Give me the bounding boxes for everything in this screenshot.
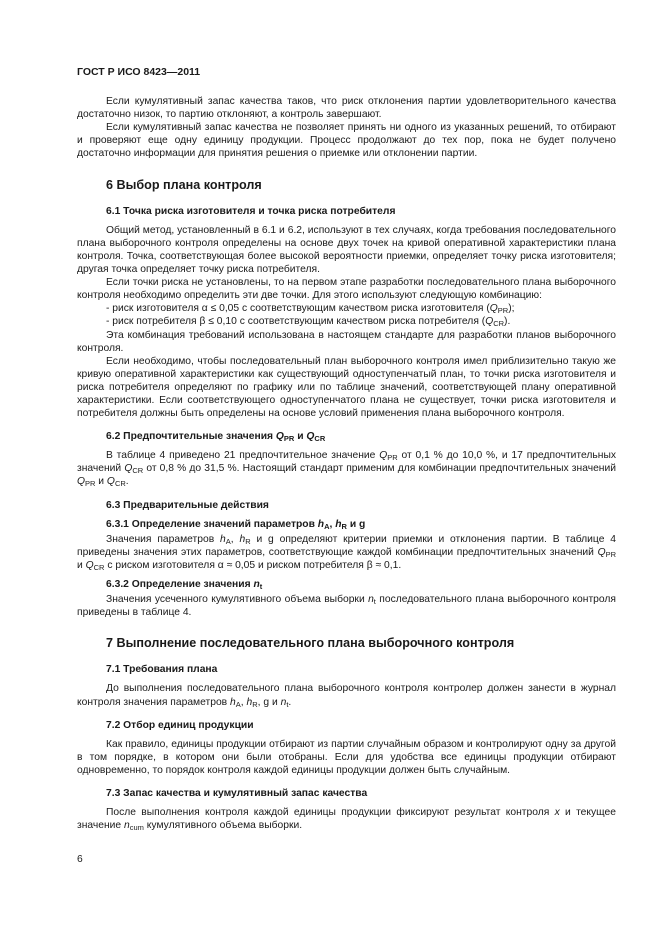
section-heading: 7 Выполнение последовательного плана выборочного контроля [106,636,515,651]
document-header: ГОСТ Р ИСО 8423—2011 [77,66,201,78]
subsection-heading: 7.1 Требования плана [106,664,218,676]
subsection-heading: 6.2 Предпочтительные значения $Q_{PR}$ и $Q_{CR}$ [106,431,326,444]
page-body [77,66,616,832]
paragraph: Значения параметров $h_A$, $h_R$ и g определяют критерии приемки и отклонения партии. В таблице 4 приведены значения этих параметров, соответствующие каждой комбинации предпочтительных значений $Q_{PR}$ и $Q_{CR}$ с риском изготовителя α ≈ 0,05 и риском потребителя β ≈ 0,1. [77,533,616,572]
paragraph: Если кумулятивный запас качества не позволяет принять ни одного из указанных решений, то отбирают и проверяют еще одну единицу продукции. Процесс продолжают до тех пор, пока не будет получено достаточно информации для принятия решения о приемке или отклонении партии. [77,122,616,160]
clause-heading: 6.3.2 Определение значения $n_t$ [106,579,263,591]
clause-heading: 6.3.1 Определение значений параметров $h_A$, $h_R$ и g [106,518,366,531]
paragraph: Как правило, единицы продукции отбирают из партии случайным образом и контролируют одну за другой в том порядке, в котором они были отобраны. Если для удобства все единицы продукции отбирают одновременно, то порядок контроля каждой единицы продукции должен быть случайным. [77,738,616,776]
paragraph: После выполнения контроля каждой единицы продукции фиксируют результат контроля x и текущее значение $n_{cum}$ кумулятивного объема выборки. [77,807,616,833]
paragraph: Если кумулятивный запас качества таков, что риск отклонения партии удовлетворительного качества достаточно низок, то партию отклоняют, а контроль завершают. [77,96,616,121]
paragraph: Значения усеченного кумулятивного объема выборки $n_t$ последовательного плана выборочного контроля приведены в таблице 4. [77,594,616,619]
subsection-heading: 6.3 Предварительные действия [106,499,269,511]
list-item: - риск изготовителя α ≤ 0,05 с соответствующим качеством риска изготовителя $(Q_{PR})$; [106,303,515,316]
page-number: 6 [77,854,83,865]
paragraph: Если необходимо, чтобы последовательный план выборочного контроля имел приблизительно такую же кривую оперативной характеристики как существующий одноступенчатый план, то точки риска изготовителя и риска потребителя определяют по графику или по таблице значений, соответствующей плану оперативной характеристики. Если соответствующего одноступенчатого плана не существует, точки риска изготовителя и потребителя должны быть определены на основе условий применения плана выборочного контроля. [77,355,616,420]
document-content [77,95,616,832]
paragraph: До выполнения последовательного плана выборочного контроля контролер должен занести в журнал контроля значения параметров $h_A$, $h_R$, g и $n_t$. [77,683,616,709]
section-heading: 6 Выбор плана контроля [106,177,262,192]
paragraph: В таблице 4 приведено 21 предпочтительное значение $Q_{PR}$ от 0,1 % до 10,0 %, и 17 предпочтительных значений $Q_{CR}$ от 0,8 % до 31,5 %. Настоящий стандарт применим для комбинации предпочтительных значений $Q_{PR}$ и $Q_{CR}$. [77,450,617,489]
subsection-heading: 7.2 Отбор единиц продукции [106,719,254,731]
subsection-heading: 6.1 Точка риска изготовителя и точка риска потребителя [106,205,396,217]
paragraph: Эта комбинация требований использована в настоящем стандарте для разработки планов выборочного контроля. [77,329,616,354]
subsection-heading: 7.3 Запас качества и кумулятивный запас качества [106,788,368,800]
paragraph: Общий метод, установленный в 6.1 и 6.2, используют в тех случаях, когда требования последовательного плана выборочного контроля определены на основе двух точек на кривой оперативной характеристики плана контроля. Точка, соответствующая более высокой вероятности приемки, определяет точку риска изготовителя; другая точка определяет точку риска потребителя. [77,224,616,276]
list-item: - риск потребителя β ≤ 0,10 с соответствующим качеством риска потребителя $(Q_{CR})$. [106,316,511,329]
paragraph: Если точки риска не установлены, то на первом этапе разработки последовательного плана выборочного контроля необходимо определить эти две точки. Для этого используют следующую комбинацию: [77,277,616,302]
